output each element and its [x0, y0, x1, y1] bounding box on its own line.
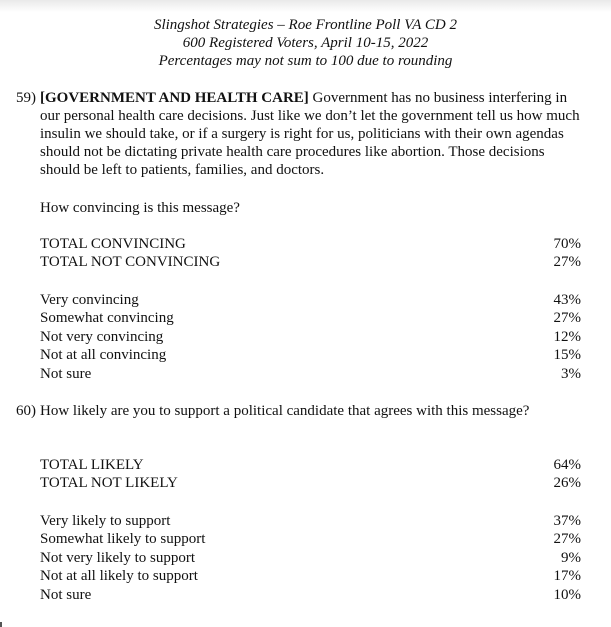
question-text	[40, 89, 580, 179]
result-row	[40, 309, 581, 327]
result-label: TOTAL NOT LIKELY	[40, 475, 178, 492]
result-row	[40, 512, 581, 530]
page-top-shadow	[0, 0, 611, 12]
result-label: Not sure	[40, 365, 92, 382]
result-row	[40, 346, 581, 364]
result-row	[40, 235, 581, 253]
result-value: 26%	[553, 475, 581, 492]
question-59	[16, 89, 580, 179]
result-value: 27%	[553, 254, 581, 271]
result-label: Somewhat likely to support	[40, 531, 206, 548]
result-value: 37%	[553, 513, 581, 529]
header-title: Slingshot Strategies – Roe Frontline Poll VA CD 2	[153, 17, 458, 33]
result-value: 10%	[553, 586, 581, 603]
header-note: Percentages may not sum to 100 due to rounding	[158, 53, 453, 69]
result-value: 15%	[553, 347, 581, 364]
result-label: Not at all likely to support	[40, 568, 198, 585]
result-label: Not very convincing	[40, 328, 164, 345]
question-number: 60)	[16, 403, 36, 419]
result-value: 9%	[561, 549, 581, 566]
q59-breakdown	[40, 291, 581, 383]
result-value: 17%	[553, 568, 581, 585]
result-row	[40, 328, 581, 346]
result-label: Somewhat convincing	[40, 310, 174, 327]
header-sample: 600 Registered Voters, April 10-15, 2022	[182, 35, 429, 51]
result-row	[40, 530, 581, 548]
result-row	[40, 253, 581, 271]
result-label: TOTAL CONVINCING	[40, 236, 186, 252]
result-value: 12%	[553, 328, 581, 345]
question-text: How likely are you to support a political candidate that agrees with this message?	[40, 403, 530, 419]
result-value: 43%	[553, 292, 581, 308]
result-row	[40, 474, 581, 492]
poll-header	[0, 16, 611, 70]
result-label: TOTAL LIKELY	[40, 457, 144, 473]
question-60	[16, 402, 580, 420]
question-body: Government has no business interfering in our personal health care decisions. Just like we don’t let the government tell us how much insulin we should take, or if a surgery is right for us, politicians with their own agendas should not be dictating private health care procedures like abortion. Those decisions should be left to patients, families, and doctors.	[40, 90, 580, 178]
result-value: 3%	[561, 365, 581, 382]
result-row	[40, 586, 581, 604]
result-row	[40, 549, 581, 567]
result-row	[40, 291, 581, 309]
result-value: 27%	[553, 310, 581, 327]
result-value: 64%	[553, 457, 581, 473]
result-value: 27%	[553, 531, 581, 548]
result-row	[40, 365, 581, 383]
question-number: 59)	[16, 90, 36, 106]
result-label: Very convincing	[40, 292, 139, 308]
result-label: Not sure	[40, 586, 92, 603]
result-label: TOTAL NOT CONVINCING	[40, 254, 221, 271]
result-value: 70%	[553, 236, 581, 252]
result-row	[40, 456, 581, 474]
result-row	[40, 567, 581, 585]
q59-totals	[40, 235, 581, 272]
q60-totals	[40, 456, 581, 493]
page-corner-mark	[0, 622, 2, 627]
result-label: Not very likely to support	[40, 549, 195, 566]
result-label: Very likely to support	[40, 513, 171, 529]
result-label: Not at all convincing	[40, 347, 167, 364]
question-topic-label: [GOVERNMENT AND HEALTH CARE]	[40, 90, 309, 106]
question-prompt: How convincing is this message?	[40, 200, 240, 216]
q60-breakdown	[40, 512, 581, 604]
